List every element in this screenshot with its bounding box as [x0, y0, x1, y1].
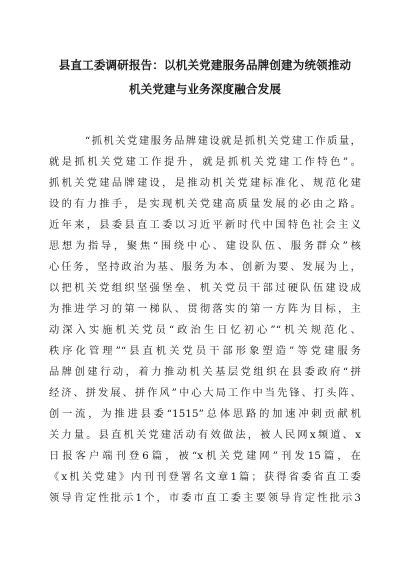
body-line: 设的有力推手，是实现机关党建高质量发展的必由之路。 [49, 199, 361, 210]
body-line: 领导肯定性批示1个，市委市直工委主要领导肯定性批示3 [49, 493, 361, 504]
body-line: 经济、拼发展、拼作风”中心大局工作中当先锋、打头阵、 [49, 388, 361, 399]
body-line: 心任务，坚持政治为基、服务为本、创新为要、发展为上， [49, 262, 361, 273]
body-line: 创一流，为推进县委“1515”总体思路的加速冲刺贡献机 [49, 409, 361, 420]
body-line: 关力量。县直机关党建活动有效做法，被人民网x频道、x [49, 430, 361, 441]
body-line: 《x机关党建》内刊刊登署名文章1篇；获得省委省直工委 [49, 472, 361, 483]
body-line: 就是抓机关党建工作提升，就是抓机关党建工作特色”。 [49, 157, 361, 168]
body-line: “抓机关党建服务品牌建设就是抓机关党建工作质量， [85, 136, 361, 147]
body-line: 为推进学习的第一梯队、贯彻落实的第一方阵为目标，主 [49, 304, 361, 315]
body-line: 以把机关党组织坚强堡垒、机关党员干部过硬队伍建设成 [49, 283, 361, 294]
document-title-line-2: 机关党建与业务深度融合发展 [128, 82, 282, 96]
body-line: 抓机关党建品牌建设，是推动机关党建标准化、规范化建 [49, 178, 361, 189]
body-line: 近年来，县委县直工委以习近平新时代中国特色社会主义 [49, 220, 361, 231]
body-line: 动深入实施机关党员“政治生日忆初心”“机关规范化、 [49, 325, 361, 336]
body-line: 日报客户端刊登6篇，被“x机关党建网”刊发15篇，在 [49, 451, 361, 462]
body-line: 秩序化管理”“县直机关党员干部形象塑造”等党建服务 [49, 346, 361, 357]
document-body [49, 131, 361, 509]
document-title-line-1: 县直工委调研报告：以机关党建服务品牌创建为统领推动 [58, 58, 352, 72]
body-line: 品牌创建行动，着力推动机关基层党组织在县委政府“拼 [49, 367, 361, 378]
body-line: 思想为指导，聚焦“围绕中心、建设队伍、服务群众”核 [49, 241, 361, 252]
